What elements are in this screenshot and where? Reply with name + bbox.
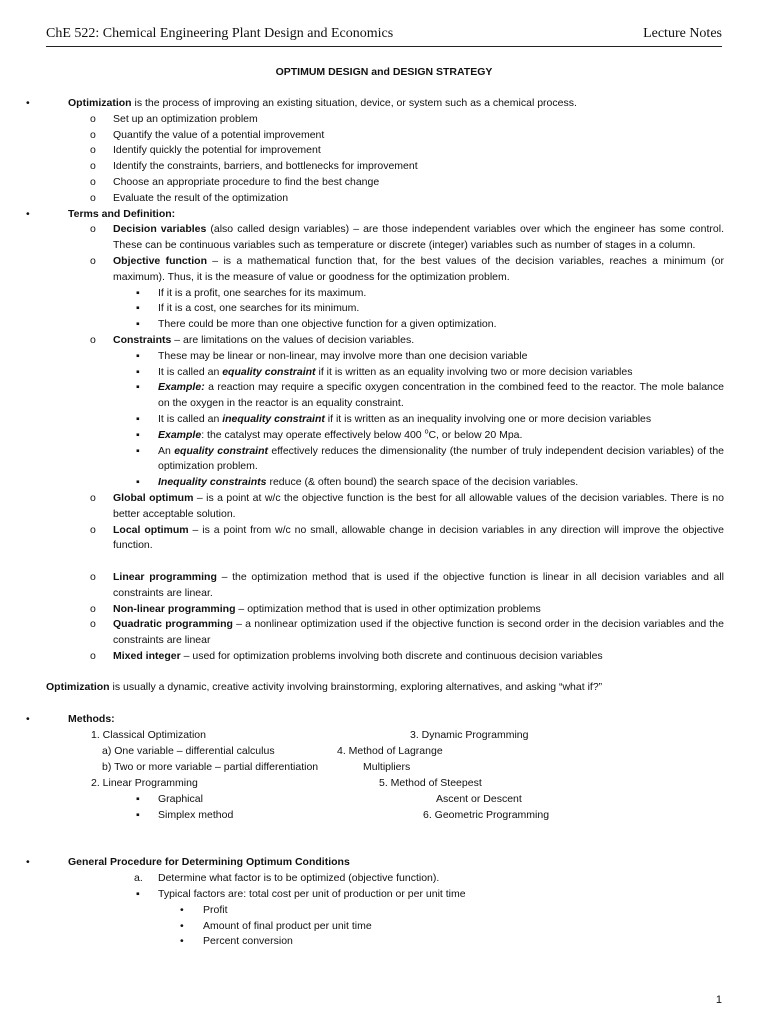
- square-marker: ▪: [136, 365, 140, 378]
- method-1b: b) Two or more variable – partial differentiation: [102, 760, 319, 773]
- circle-marker: o: [90, 175, 96, 188]
- methods-heading: • Methods:: [46, 712, 724, 728]
- circle-marker: o: [90, 254, 96, 267]
- circle-marker: o: [90, 112, 96, 125]
- list-item: o Identify quickly the potential for improvement: [46, 143, 724, 159]
- square-marker: ▪: [136, 412, 140, 425]
- square-marker: ▪: [136, 808, 140, 821]
- term-constraints: o Constraints – are limitations on the values of decision variables.: [46, 333, 724, 349]
- square-marker: ▪: [136, 792, 140, 805]
- circle-marker: o: [90, 491, 96, 504]
- method-6: 6. Geometric Programming: [423, 808, 550, 821]
- optimization-item: [26, 96, 724, 112]
- circle-marker: o: [90, 191, 96, 204]
- circle-marker: o: [90, 223, 96, 236]
- list-item: ▪ An equality constraint effectively reduces the dimensionality (the number of truly independent decision variables) of the optimization problem.: [136, 444, 724, 473]
- page-number: 1: [715, 994, 722, 1006]
- term-local-optimum: o Local optimum – is a point from w/c no small, allowable change in decision variables in any direction will improve the objective function.: [90, 523, 725, 552]
- term-objective-function: o Objective function – is a mathematical function that, for the best values of the decision variables, reaches a minimum (or maximum). Thus, it is the measure of value or goodness for the optimization problem.: [90, 254, 724, 283]
- method-4-cont: Multipliers: [363, 760, 411, 773]
- square-marker: ▪: [136, 381, 140, 394]
- bullet-marker: •: [26, 713, 30, 726]
- bullet-marker: •: [26, 856, 30, 869]
- list-item: ▪ Inequality constraints reduce (& often bound) the search space of the decision variables.: [46, 475, 724, 491]
- method-2a: Graphical: [158, 792, 203, 805]
- course-title: ChE 522: Chemical Engineering Plant Design and Economics: [46, 26, 394, 41]
- procedure-heading: • General Procedure for Determining Optimum Conditions: [46, 855, 724, 871]
- method-5: 5. Method of Steepest: [379, 776, 482, 789]
- circle-marker: o: [90, 602, 96, 615]
- list-item: o Quantify the value of a potential improvement: [46, 128, 724, 144]
- term-decision-variables: o Decision variables (also called design variables) – are those independent variables over which the engineer has some control. These can be continuous variables such as temperature or discrete (integer) variables such as number of stages in a column.: [90, 223, 724, 252]
- bullet-marker: •: [26, 207, 30, 220]
- term-linear-programming: o Linear programming – the optimization method that is used if the objective function is linear in all decision variables and all constraints are linear.: [90, 570, 724, 599]
- terms-heading: • Terms and Definition:: [46, 207, 724, 223]
- method-1: 1. Classical Optimization: [91, 728, 206, 741]
- list-item: ▪ Typical factors are: total cost per unit of production or per unit time: [46, 887, 724, 903]
- list-item: • Amount of final product per unit time: [46, 919, 724, 935]
- square-marker: ▪: [136, 444, 140, 457]
- list-item: ▪ These may be linear or non-linear, may involve more than one decision variable: [46, 349, 724, 365]
- square-marker: ▪: [136, 888, 140, 901]
- spacer: [46, 840, 724, 856]
- list-item: ▪ It is called an inequality constraint if it is written as an inequality involving one or more decision variables: [46, 412, 724, 428]
- procedure-step-a: a. Determine what factor is to be optimized (objective function).: [46, 871, 724, 887]
- spacer: [46, 554, 724, 570]
- circle-marker: o: [90, 570, 96, 583]
- bullet-marker: •: [26, 97, 30, 109]
- method-3: 3. Dynamic Programming: [410, 728, 529, 741]
- circle-marker: o: [90, 128, 96, 141]
- method-5-cont: Ascent or Descent: [436, 792, 522, 805]
- doc-type: Lecture Notes: [643, 26, 722, 41]
- page-header: [46, 22, 722, 47]
- list-item: o Choose an appropriate procedure to find the best change: [46, 175, 724, 191]
- term-quadratic-programming: o Quadratic programming – a nonlinear optimization used if the objective function is second order in the decision variables and the constraints are linear: [90, 618, 724, 647]
- optimization-note: Optimization is usually a dynamic, creative activity involving brainstorming, exploring alternatives, and asking “what if?”: [46, 681, 603, 694]
- bullet-marker: •: [180, 935, 184, 948]
- circle-marker: o: [90, 649, 96, 662]
- list-item: ▪ Example: a reaction may require a specific oxygen concentration in the combined feed to the reactor. The mole balance on the oxygen in the reactor is an equality constraint.: [136, 381, 724, 410]
- term-nonlinear-programming: o Non-linear programming – optimization method that is used in other optimization problems: [46, 602, 724, 618]
- list-item: ▪ Example: the catalyst may operate effectively below 400 $^o$C, or below 20 Mpa.: [46, 428, 724, 444]
- definition-optimization: is the process of improving an existing situation, device, or system such as a chemical process.: [131, 97, 577, 109]
- bullet-marker: •: [180, 903, 184, 916]
- spacer: [46, 824, 724, 840]
- list-item: ▪ There could be more than one objective function for a given optimization.: [46, 317, 724, 333]
- square-marker: ▪: [136, 286, 140, 299]
- method-1a: a) One variable – differential calculus: [102, 744, 275, 757]
- circle-marker: o: [90, 523, 96, 536]
- square-marker: ▪: [136, 302, 140, 315]
- list-item: o Set up an optimization problem: [46, 112, 724, 128]
- method-2b: Simplex method: [158, 808, 234, 821]
- square-marker: ▪: [136, 318, 140, 331]
- square-marker: ▪: [136, 349, 140, 362]
- document-body: [26, 96, 725, 950]
- list-item: • Percent conversion: [46, 934, 724, 950]
- circle-marker: o: [90, 144, 96, 157]
- list-item: ▪ It is called an equality constraint if it is written as an equality involving two or more decision variables: [46, 365, 724, 381]
- section-title: OPTIMUM DESIGN and DESIGN STRATEGY: [275, 66, 493, 78]
- circle-marker: o: [90, 160, 96, 173]
- circle-marker: o: [90, 333, 96, 346]
- step-label: a.: [134, 872, 143, 885]
- bullet-marker: •: [180, 919, 184, 932]
- method-2: 2. Linear Programming: [91, 776, 198, 789]
- list-item: o Identify the constraints, barriers, and bottlenecks for improvement: [46, 159, 724, 175]
- list-item: • Profit: [46, 903, 724, 919]
- term-mixed-integer: o Mixed integer – used for optimization problems involving both discrete and continuous decision variables: [46, 649, 724, 665]
- term-optimization: Optimization: [68, 97, 132, 109]
- term-global-optimum: o Global optimum – is a point at w/c the objective function is the best for all allowable values of the decision variables. There is no better acceptable solution.: [90, 491, 724, 520]
- method-4: 4. Method of Lagrange: [337, 744, 443, 757]
- list-item: o Evaluate the result of the optimization: [46, 191, 724, 207]
- methods-list: [46, 728, 724, 824]
- spacer: [46, 696, 724, 712]
- spacer: [46, 665, 724, 681]
- list-item: ▪ If it is a profit, one searches for its maximum.: [46, 286, 724, 302]
- circle-marker: o: [90, 618, 96, 631]
- list-item: ▪ If it is a cost, one searches for its minimum.: [46, 301, 724, 317]
- square-marker: ▪: [136, 476, 140, 489]
- square-marker: ▪: [136, 428, 140, 441]
